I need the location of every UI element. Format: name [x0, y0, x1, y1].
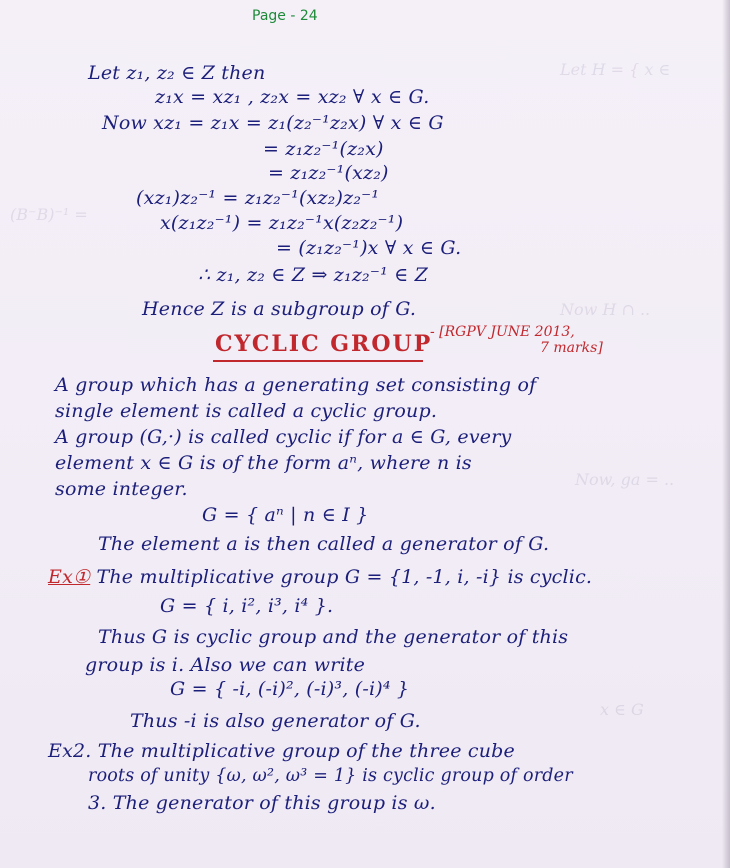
page-number: Page - 24: [252, 8, 318, 24]
proof-line: Let z₁, z₂ ∈ Z then: [88, 62, 266, 84]
definition-line: single element is called a cyclic group.: [55, 400, 438, 422]
bleed-through-text: (B⁻B)⁻¹ =: [10, 205, 88, 224]
bleed-through-text: Now H ∩ ..: [560, 300, 651, 319]
example-1-line: Thus G is cyclic group and the generator of this: [98, 626, 569, 648]
example-2-line: roots of unity {ω, ω², ω³ = 1} is cyclic group of order: [88, 766, 573, 786]
proof-line: x(z₁z₂⁻¹) = z₁z₂⁻¹x(z₂z₂⁻¹): [160, 212, 404, 234]
heading-underline: [213, 360, 423, 362]
example-1: [48, 566, 592, 588]
section-heading: CYCLIC GROUP: [215, 331, 433, 357]
exam-reference-line2: 7 marks]: [540, 340, 603, 356]
proof-line: (xz₁)z₂⁻¹ = z₁z₂⁻¹(xz₂)z₂⁻¹: [136, 187, 380, 209]
definition-line: The element a is then called a generator of G.: [98, 533, 550, 555]
page-edge-shadow: [722, 0, 730, 868]
example-2: [48, 740, 515, 762]
proof-line: Now xz₁ = z₁x = z₁(z₂⁻¹z₂x) ∀ x ∈ G: [102, 112, 444, 134]
proof-conclusion: Hence Z is a subgroup of G.: [142, 298, 417, 320]
example-1-label: Ex①: [48, 566, 91, 588]
example-1-line: Thus -i is also generator of G.: [130, 710, 421, 732]
bleed-through-text: Let H = { x ∈: [560, 60, 671, 79]
bleed-through-text: x ∈ G: [600, 700, 644, 719]
bleed-through-text: Now, ga = ..: [575, 470, 675, 489]
exam-reference: [430, 324, 680, 356]
proof-line: = z₁z₂⁻¹(xz₂): [268, 162, 389, 184]
exam-reference-line1: - [RGPV JUNE 2013,: [430, 324, 575, 340]
example-1-line: G = { i, i², i³, i⁴ }.: [160, 595, 334, 617]
example-1-line: G = { -i, (-i)², (-i)³, (-i)⁴ }: [170, 678, 410, 700]
definition-formula: G = { aⁿ | n ∈ I }: [202, 504, 369, 526]
proof-line: = z₁z₂⁻¹(z₂x): [263, 138, 384, 160]
example-2-line: 3. The generator of this group is ω.: [88, 792, 436, 814]
definition-line: some integer.: [55, 478, 188, 500]
example-2-label: Ex2.: [48, 740, 92, 762]
example-1-statement: The multiplicative group G = {1, -1, i, -i} is cyclic.: [96, 566, 593, 588]
example-1-line: group is i. Also we can write: [85, 654, 366, 676]
proof-line: z₁x = xz₁ , z₂x = xz₂ ∀ x ∈ G.: [155, 86, 430, 108]
definition-line: element x ∈ G is of the form aⁿ, where n is: [55, 452, 472, 474]
proof-line: = (z₁z₂⁻¹)x ∀ x ∈ G.: [276, 237, 462, 259]
proof-line: ∴ z₁, z₂ ∈ Z ⇒ z₁z₂⁻¹ ∈ Z: [198, 264, 429, 286]
definition-line: A group (G,·) is called cyclic if for a ∈ G, every: [55, 426, 512, 448]
definition-line: A group which has a generating set consisting of: [55, 374, 537, 396]
example-2-statement: The multiplicative group of the three cube: [97, 740, 515, 762]
